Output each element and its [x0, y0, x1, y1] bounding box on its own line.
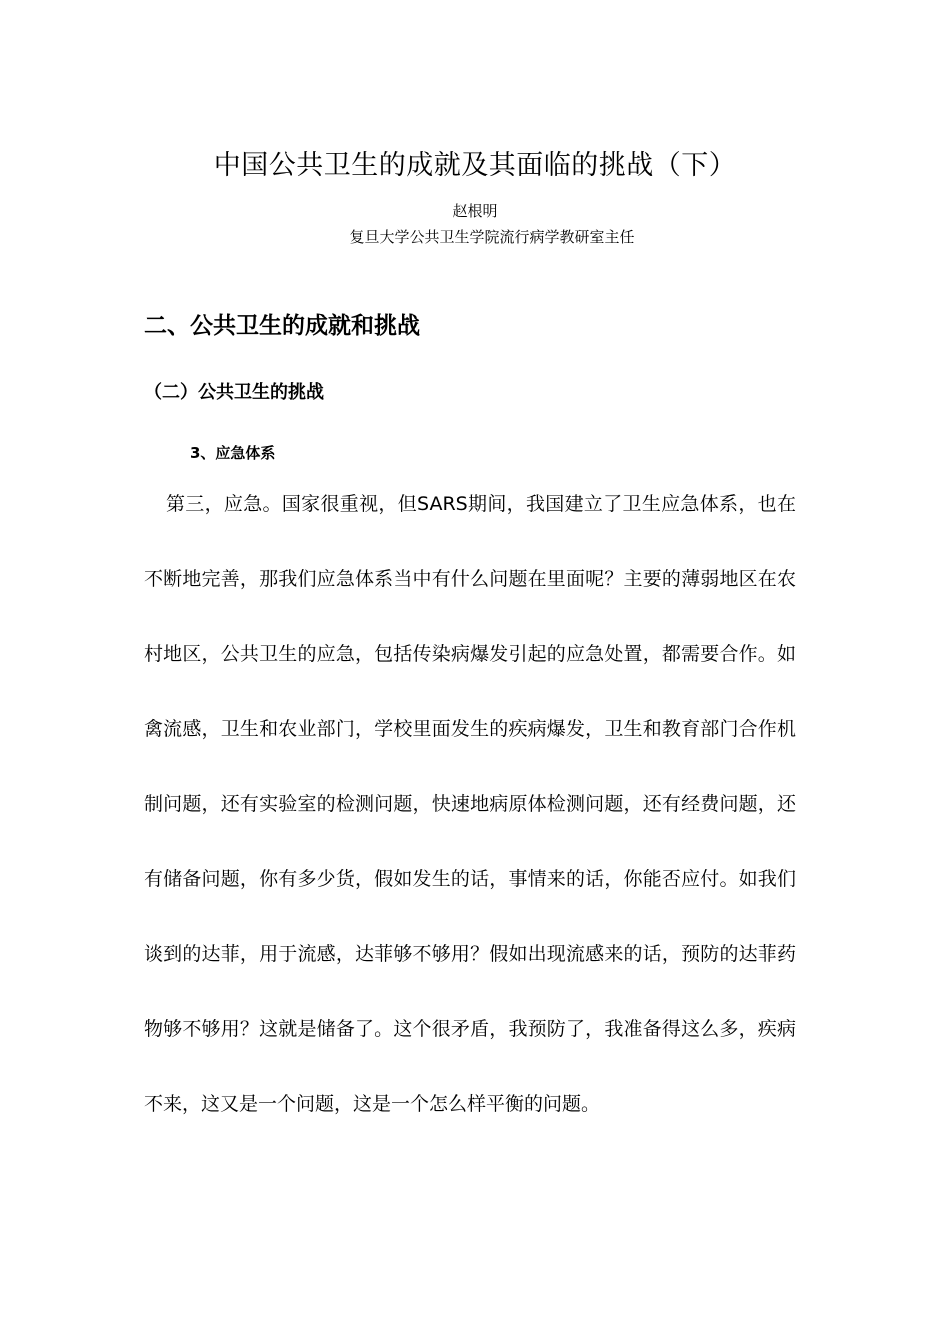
paragraph-line: 第三，应急。国家很重视，但SARS期间，我国建立了卫生应急体系，也在 [166, 493, 796, 515]
author-name: 赵根明 [452, 202, 498, 220]
paragraph-line: 谈到的达菲，用于流感，达菲够不够用？假如出现流感来的话，预防的达菲药 [144, 943, 796, 965]
paragraph-line: 物够不够用？这就是储备了。这个很矛盾，我预防了，我准备得这么多，疾病 [144, 1018, 796, 1040]
body-paragraph [144, 467, 796, 1142]
paragraph-line: 有储备问题，你有多少货，假如发生的话，事情来的话，你能否应付。如我们 [144, 868, 796, 890]
paragraph-line: 禽流感，卫生和农业部门，学校里面发生的疾病爆发，卫生和教育部门合作机 [144, 718, 796, 740]
subsubsection-heading: 3、应急体系 [190, 444, 276, 462]
paragraph-line: 村地区，公共卫生的应急，包括传染病爆发引起的应急处置，都需要合作。如 [144, 643, 796, 665]
paragraph-line: 不断地完善，那我们应急体系当中有什么问题在里面呢？主要的薄弱地区在农 [144, 568, 796, 590]
subsection-heading: （二）公共卫生的挑战 [144, 382, 324, 403]
paragraph-line: 不来，这又是一个问题，这是一个怎么样平衡的问题。 [144, 1093, 601, 1115]
author-affiliation: 复旦大学公共卫生学院流行病学教研室主任 [349, 228, 635, 246]
section-heading: 二、公共卫生的成就和挑战 [144, 313, 420, 339]
paragraph-line: 制问题，还有实验室的检测问题，快速地病原体检测问题，还有经费问题，还 [144, 793, 796, 815]
document-title: 中国公共卫生的成就及其面临的挑战（下） [213, 150, 737, 181]
